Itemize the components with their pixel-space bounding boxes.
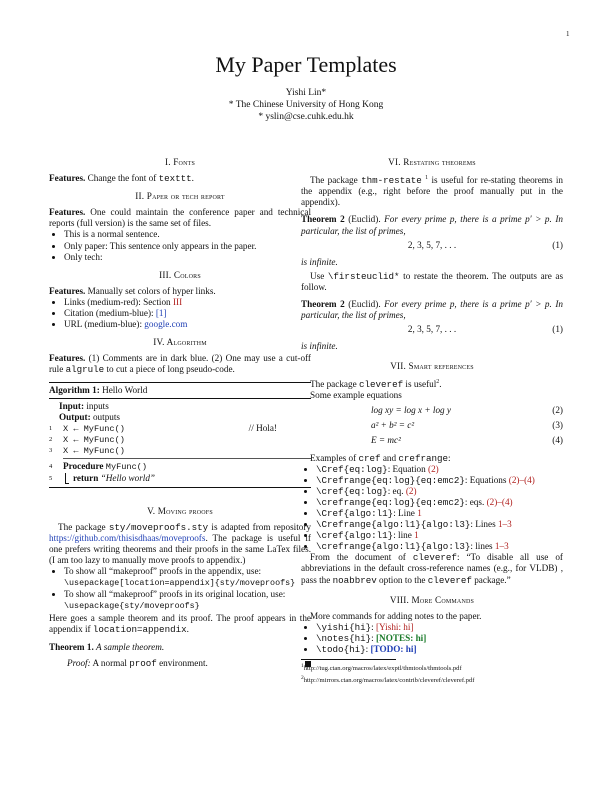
reference-link[interactable]: 1–3 [494, 541, 509, 552]
right-column [301, 150, 563, 686]
list-item [316, 530, 563, 541]
paper-title: My Paper Templates [215, 52, 397, 77]
line-code: X ← MyFunc() [63, 423, 125, 434]
note-output: [Yishi: hi] [376, 621, 414, 632]
section-moveproofs-heading: V. Moving proofs [147, 505, 213, 516]
separator: : [371, 621, 376, 632]
item-code: \Cref{algo:l1} [316, 508, 394, 519]
cref-examples-list [301, 464, 563, 553]
affiliation: * The Chinese University of Hong Kong [228, 100, 384, 110]
list-item [316, 622, 563, 633]
separator: : [365, 644, 371, 655]
equation: a² + b² = c² [371, 419, 415, 430]
algorithm-line [49, 445, 311, 456]
item-code: \crefrange{eq:log}{eq:emc2} [316, 496, 465, 508]
item-text: : Lines [470, 519, 498, 530]
paper-paragraph [49, 207, 311, 229]
code: location=appendix [92, 623, 187, 635]
item-text: To show all “makeproof” proofs in the appendix, use: [64, 566, 262, 577]
code: crefrange [398, 452, 449, 464]
algorithm-title-text: Hello World [102, 384, 148, 395]
text: Use [310, 270, 325, 281]
equation-row [301, 240, 563, 254]
section-morecommands-heading: VIII. More Commands [389, 594, 475, 605]
list-item [316, 633, 563, 644]
reference-link[interactable]: (2)–(4) [486, 496, 513, 507]
email: * yslin@cse.cuhk.edu.hk [258, 112, 354, 122]
list-item: • Only tech: [64, 252, 311, 263]
algorithm-box [49, 382, 311, 488]
section-paper-heading: II. Paper or tech report [135, 191, 225, 202]
text: A normal [92, 657, 127, 668]
fonts-paragraph [49, 173, 311, 184]
text: is useful [405, 379, 437, 390]
equation-row [301, 324, 563, 338]
url-link[interactable]: google.com [144, 319, 188, 330]
algorithm-line [49, 434, 311, 445]
list-item [316, 644, 563, 655]
footnote [301, 674, 563, 686]
section-fonts-heading: I. Fonts [164, 157, 196, 167]
line-number: 4 [49, 463, 53, 471]
text: package.” [474, 574, 511, 585]
list-item [316, 508, 563, 519]
code: sty/moveproofs.sty [108, 521, 209, 533]
code: cleveref [412, 552, 457, 564]
note-output: [NOTES: hi] [376, 632, 427, 643]
colors-text: Manually set colors of hyper links. [87, 285, 216, 296]
paper-text: One could maintain the conference paper and technical reports (full version) is the same set of files. [49, 207, 311, 229]
theorem-continuation: is infinite. [301, 256, 338, 267]
restating-paragraph-2 [301, 271, 563, 293]
proof [49, 658, 311, 669]
smartrefs-paragraph [301, 377, 563, 390]
item-text: Links (medium-red): Section [64, 296, 173, 307]
algorithm-paragraph [49, 353, 311, 375]
item-text: : lines [470, 541, 495, 552]
text: The package [58, 521, 106, 532]
text: option to the [379, 574, 426, 585]
line-number: 3 [49, 447, 53, 455]
equation-row [301, 435, 563, 450]
text: Examples of [310, 452, 357, 463]
equation-number: (3) [552, 419, 563, 430]
theorem-text: For every prime p, there is a prime p′ > p. In particular, the list of primes, [301, 214, 563, 236]
theorem-2-restated [301, 299, 563, 321]
line-number: 5 [49, 474, 53, 482]
reference-link[interactable]: (2) [428, 463, 439, 474]
equation: log xy = log x + log y [371, 404, 452, 415]
list-item [64, 319, 311, 330]
item-code: \notes{hi} [316, 632, 372, 644]
theorem-continuation: is infinite. [301, 341, 338, 352]
footnote [301, 662, 563, 674]
line-number: 1 [49, 424, 53, 432]
item-text: : Line [393, 508, 418, 518]
moveproofs-paragraph [49, 522, 311, 566]
item-text: Citation (medium-blue): [64, 308, 156, 319]
examples-intro [301, 453, 563, 464]
list-item [316, 519, 563, 530]
colors-paragraph [49, 286, 311, 297]
list-item [316, 541, 563, 552]
algorithm-text-b: to cut a piece of long pseudo-code. [106, 364, 235, 375]
smartrefs-paragraph-2: Some example equations [310, 390, 402, 401]
item-code: \yishi{hi} [316, 621, 372, 633]
algorithm-text-a: (1) Comments are in dark blue. (2) One may use a cut-off rule [49, 353, 311, 375]
algorithm-io [49, 401, 311, 423]
return-keyword: return [73, 472, 99, 483]
list-item: • This is a normal sentence. [64, 229, 311, 240]
algorithm-cutoff-rule [63, 458, 311, 459]
fonts-label: Features. [49, 173, 86, 184]
moveproofs-paragraph-2 [49, 613, 311, 635]
footnote-number: 1 [301, 663, 304, 670]
text: The package [310, 379, 357, 390]
text: The package [310, 175, 358, 186]
proof-label: Proof: [67, 657, 91, 668]
text: From the document of [310, 552, 406, 563]
item-text: : Equation [387, 463, 429, 474]
line-comment: // Hola! [248, 422, 277, 433]
list-item [316, 464, 563, 475]
item-text: To show all “makeproof” proofs in its original location, use: [64, 589, 286, 600]
input-value: inputs [86, 400, 109, 411]
item-text: URL (medium-blue): [64, 319, 145, 330]
procedure-keyword: Procedure [63, 461, 104, 472]
equation-number: (4) [552, 434, 563, 445]
section-colors-heading: III. Colors [159, 269, 201, 280]
list-item [316, 497, 563, 508]
footnote-mark[interactable]: 1 [425, 175, 429, 182]
list-item: • Only paper: This sentence only appears in the paper. [64, 241, 311, 252]
footnote-number: 2 [301, 674, 304, 681]
line-code: X ← MyFunc() [63, 446, 125, 457]
theorem-label: Theorem 2 [301, 214, 345, 225]
text: : “To disable all use of abbreviations in the default cross-reference names (e.g., for VLDB) , pass the [301, 552, 563, 585]
text: to restate the theorem. The outputs are as follow. [301, 270, 564, 292]
fonts-text: Change the font of [87, 173, 157, 184]
list-item [316, 475, 563, 486]
algorithm-input [59, 401, 311, 412]
fonts-code: texttt [158, 173, 192, 185]
restating-paragraph [301, 173, 563, 208]
item-text: : line [393, 530, 415, 541]
section-restating-heading: VI. Restating theorems [388, 157, 476, 167]
code: thm-restate [361, 175, 422, 187]
theorem-text: A sample theorem. [96, 641, 165, 652]
line-number: 2 [49, 435, 53, 443]
author-block [0, 87, 612, 123]
footnote-url[interactable]: http://mirrors.ctan.org/macros/latex/contrib/cleveref/cleveref.pdf [303, 677, 475, 684]
equation-number: (2) [552, 404, 563, 415]
list-item [64, 297, 311, 308]
item-code: \usepackage{sty/moveproofs} [64, 601, 200, 612]
text: and [382, 452, 397, 463]
theorem-label: Theorem 2 [301, 298, 345, 309]
text: environment. [159, 657, 208, 668]
list-item [316, 486, 563, 497]
author: Yishi Lin* [285, 88, 327, 98]
text: is useful for re-stating theorems in the appendix (e.g., right before the proof manually put in the appendix). [301, 175, 564, 208]
item-text: : eq. [387, 485, 406, 496]
footnote-separator [301, 659, 396, 660]
note-output: [TODO: hi] [370, 644, 417, 655]
text: Here goes a sample theorem and its proof. The proof appears in the appendix if [49, 612, 311, 634]
footnote-url[interactable]: http://tug.ctan.org/macros/latex/exptl/thmtools/thmtools.pdf [303, 665, 462, 673]
list-item [64, 589, 311, 612]
item-code: \cref{algo:l1} [316, 530, 394, 542]
code: cleveref [358, 379, 404, 391]
section-smartrefs-heading: VII. Smart references [390, 361, 474, 372]
reference-link[interactable]: 1 [417, 508, 422, 518]
algorithm-line [49, 473, 311, 484]
algorithm-line [49, 461, 311, 472]
left-column [49, 150, 311, 669]
paper-label: Features. [49, 207, 86, 218]
theorem-name: (Euclid). [348, 298, 381, 309]
item-code: \usepackage[location=appendix]{sty/moveproofs} [64, 578, 296, 589]
theorem-name: (Euclid). [348, 214, 381, 225]
theorem-text: For every prime p, there is a prime p′ > p. In particular, the list of primes, [301, 298, 563, 320]
theorem-1 [49, 642, 311, 653]
algorithm-label: Features. [49, 353, 86, 364]
return-value: “Hello world” [100, 472, 156, 483]
paper-list [49, 229, 311, 262]
code: proof [129, 657, 157, 669]
item-code: \todo{hi} [316, 644, 366, 656]
input-label: Input: [59, 400, 85, 411]
item-code: \Cref{eq:log} [316, 463, 388, 475]
page-number: 1 [566, 30, 570, 38]
reference-link[interactable]: 1 [414, 530, 419, 541]
algorithm-output [59, 412, 311, 423]
item-text: : Equations [464, 474, 509, 485]
list-item [64, 566, 311, 589]
item-code: \crefrange{algo:l1}{algo:l3} [316, 541, 471, 553]
separator: : [371, 632, 376, 643]
equation-number: (1) [552, 239, 563, 250]
colors-label: Features. [49, 285, 86, 296]
reference-link[interactable]: (2) [405, 485, 417, 496]
block-bracket [65, 473, 69, 484]
footnote-mark[interactable]: 2 [436, 379, 440, 386]
item-code: \Crefrange{algo:l1}{algo:l3} [316, 519, 471, 531]
text: is adapted from repository [211, 521, 312, 532]
text: : [448, 452, 451, 463]
section-algorithm-heading: IV. Algorithm [153, 337, 207, 348]
algorithm-title [49, 383, 311, 399]
text: . The package is useful if one prefers writing theorems and their proofs in the same LaTex files. (I am too lazy to manually move proofs to appendix.) [49, 532, 311, 566]
moveproofs-list [49, 566, 311, 612]
algorithm-code: algrule [65, 364, 105, 376]
item-code: \cref{eq:log} [316, 485, 388, 497]
reference-link[interactable]: (2)–(4) [508, 474, 535, 485]
text: . [439, 379, 442, 390]
equation-number: (1) [552, 324, 563, 335]
algorithm-title-label: Algorithm 1: [49, 384, 100, 395]
output-label: Output: [59, 411, 91, 422]
line-code: X ← MyFunc() [63, 434, 125, 445]
colors-list [49, 297, 311, 330]
output-value: outputs [92, 411, 121, 422]
theorem-2 [301, 214, 563, 236]
code: cleveref [427, 574, 472, 586]
procedure-name: MyFunc() [105, 462, 148, 473]
code: \firsteuclid* [327, 270, 400, 282]
morecommands-intro: More commands for adding notes to the paper. [310, 610, 482, 621]
theorem-label: Theorem 1. [49, 641, 94, 652]
citation-link[interactable]: [1] [155, 308, 167, 319]
equation-block [301, 405, 563, 450]
equation: E = mc² [371, 434, 401, 445]
equation-row [301, 420, 563, 435]
text: . [186, 623, 189, 634]
list-item [64, 308, 311, 319]
reference-link[interactable]: 1–3 [497, 519, 512, 530]
equation: 2, 3, 5, 7, . . . [407, 239, 457, 250]
item-code: \Crefrange{eq:log}{eq:emc2} [316, 474, 465, 486]
fonts-end: . [191, 173, 194, 184]
equation-row [301, 405, 563, 420]
section-link[interactable]: III [172, 296, 183, 307]
equation: 2, 3, 5, 7, . . . [407, 324, 457, 335]
repo-link[interactable]: https://github.com/thisisdhaas/moveproofs [49, 532, 206, 543]
item-text: : eqs. [464, 496, 487, 507]
code: cref [358, 452, 381, 464]
algorithm-line [49, 423, 311, 434]
code: noabbrev [332, 574, 377, 586]
cleveref-quote [301, 552, 563, 585]
notes-commands-list [301, 622, 563, 655]
